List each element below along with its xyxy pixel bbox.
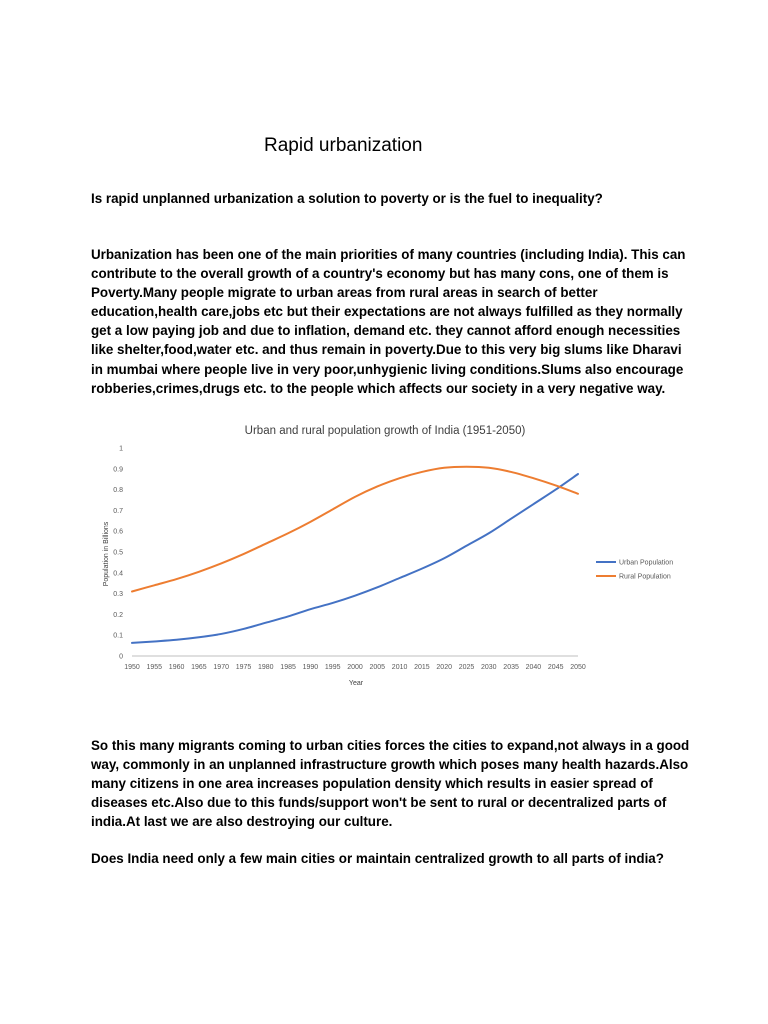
x-tick-label: 1965	[191, 664, 207, 671]
series-line-urban-population	[132, 474, 578, 643]
x-tick-label: 1960	[168, 664, 185, 671]
x-tick-label: 1955	[146, 664, 163, 671]
x-tick-label: 1950	[124, 664, 140, 671]
x-tick-label: 1990	[302, 664, 319, 671]
x-tick-label: 2010	[391, 664, 408, 671]
y-tick-label: 0.1	[113, 632, 123, 640]
x-tick-label: 2040	[525, 664, 542, 671]
population-chart	[98, 420, 688, 695]
y-tick-label: 1	[119, 445, 123, 453]
x-tick-label: 2035	[503, 664, 519, 671]
y-tick-label: 0.6	[113, 528, 123, 536]
x-tick-label: 2005	[369, 664, 386, 671]
paragraph-urbanization-poverty: Urbanization has been one of the main priorities of many countries (including India). This can contribute to the overall growth of a country's economy but has many cons, one of them is Poverty.Many people migrate to urban areas from rural areas in search of better education,health care,jobs etc but their expectations are not always fulfilled as they normally get a low paying job and due to inflation, demand etc. they cannot afford enough necessities like shelter,food,water etc. and thus remain in poverty.Due to this very big slums like Dharavi in mumbai where people live in very poor,unhygienic living conditions.Slums also encourage robberies,crimes,drugs etc. to the people which affects our society in a very negative way.	[91, 247, 686, 396]
x-tick-label: 2030	[481, 664, 497, 671]
x-tick-label: 2025	[458, 664, 475, 671]
chart-series	[132, 467, 578, 643]
y-tick-label: 0.3	[113, 591, 123, 599]
document-title: Rapid urbanization	[264, 135, 423, 156]
x-tick-label: 2045	[547, 664, 564, 671]
series-line-rural-population	[132, 467, 578, 592]
chart-axes	[113, 446, 586, 672]
x-tick-label: 2020	[436, 664, 452, 671]
x-tick-label: 1970	[213, 664, 229, 671]
question-2: Does India need only a few main cities or maintain centralized growth to all parts of india?	[91, 851, 664, 866]
paragraph-migration-effects: So this many migrants coming to urban cities forces the cities to expand,not always in a good way, commonly in an unplanned infrastructure growth which poses many health hazards.Also many citizens in one area increases population density which results in easier spread of diseases etc.Also due to this funds/support won't be sent to rural or decentralized parts of india.At last we are also destroying our culture.	[91, 738, 690, 830]
x-tick-label: 1995	[324, 664, 341, 671]
chart-title: Urban and rural population growth of India (1951-2050)	[244, 425, 526, 437]
y-tick-label: 0.7	[113, 507, 123, 515]
x-tick-label: 2015	[414, 664, 430, 671]
chart-y-axis-label: Population in Billions	[103, 521, 110, 587]
x-tick-label: 2050	[570, 664, 586, 671]
legend-label-urban-population: Urban Population	[619, 559, 674, 567]
y-tick-label: 0.2	[113, 611, 123, 619]
x-tick-label: 2000	[347, 664, 363, 671]
chart-svg	[98, 420, 688, 695]
chart-legend	[596, 560, 673, 581]
y-tick-label: 0.5	[113, 549, 123, 557]
x-tick-label: 1975	[235, 664, 252, 671]
chart-x-axis-label: Year	[348, 680, 364, 687]
y-tick-label: 0.9	[113, 466, 123, 474]
y-tick-label: 0	[119, 653, 123, 661]
legend-label-rural-population: Rural Population	[619, 573, 671, 581]
y-tick-label: 0.8	[113, 487, 123, 495]
question-1: Is rapid unplanned urbanization a solution to poverty or is the fuel to inequality?	[91, 191, 603, 206]
x-tick-label: 1980	[258, 664, 274, 671]
y-tick-label: 0.4	[113, 570, 123, 578]
x-tick-label: 1985	[280, 664, 296, 671]
